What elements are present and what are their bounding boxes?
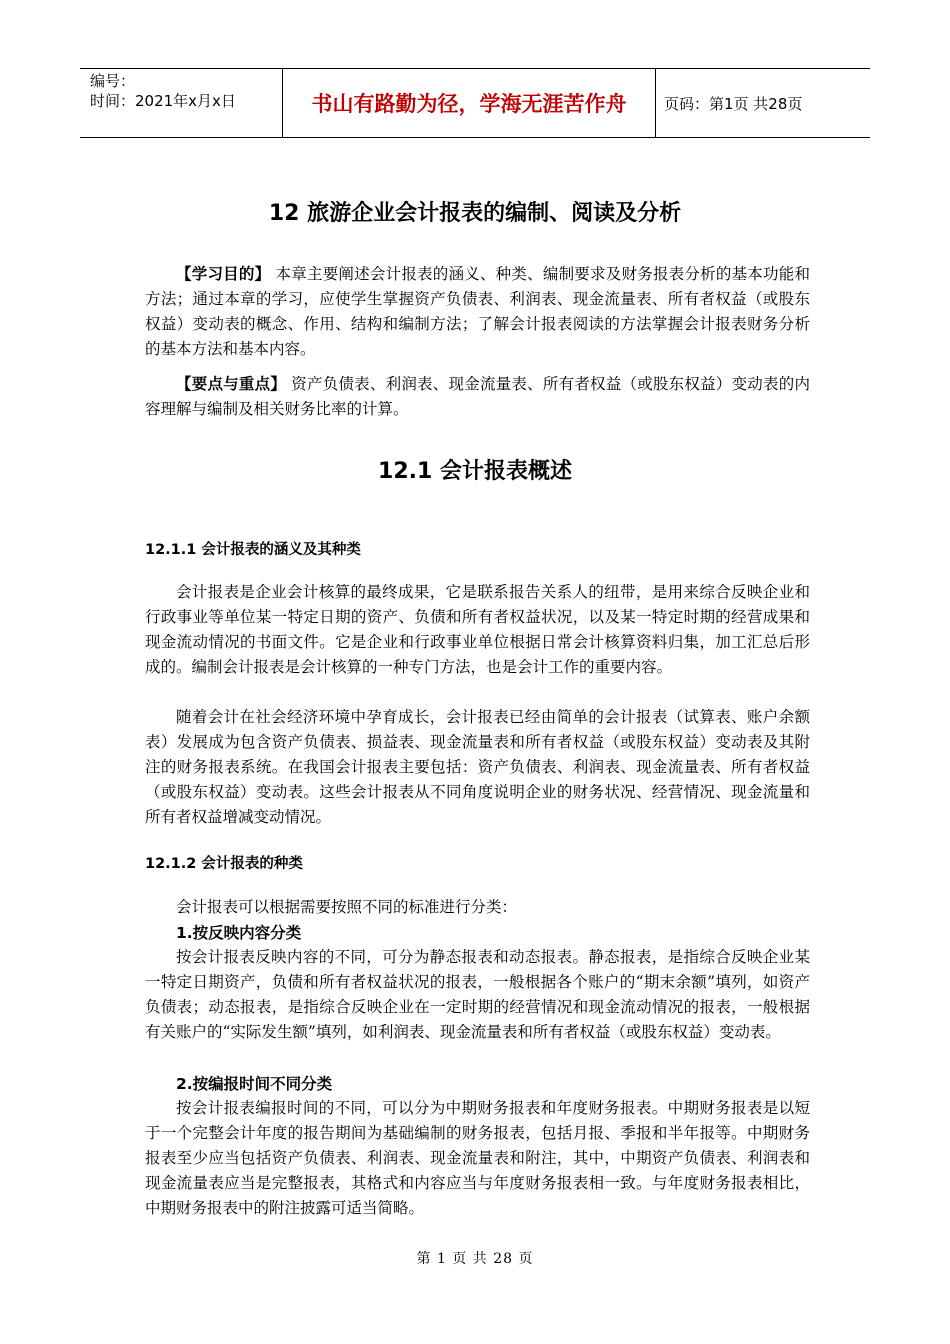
page-footer: 第 1 页 共 28 页 (416, 1251, 534, 1267)
s2-intro: 会计报表可以根据需要按照不同的标准进行分类： (176, 898, 518, 916)
s1-paragraph-2: 随着会计在社会经济环境中孕育成长，会计报表已经由简单的会计报表（试算表、账户余额表）发展成为包含资产负债表、损益表、现金流量表和所有者权益（或股东权益）变动表及其附注的财务报表系统。在我国会计报表主要包括：资产负债表、利润表、现金流量表、所有者权益（或股东权益）变动表。这些会计报表从不同角度说明企业的财务状况、经营情况、现金流量和所有者权益增减变动情况。 (145, 708, 810, 826)
objectives-paragraph (145, 262, 810, 362)
key-points-paragraph (145, 372, 810, 422)
s2-subheading-1: 1.按反映内容分类 (176, 924, 302, 942)
chapter-title: 12 旅游企业会计报表的编制、阅读及分析 (268, 201, 682, 226)
key-points-text: 资产负债表、利润表、现金流量表、所有者权益（或股东权益）变动表的内容理解与编制及相关财务比率的计算。 (145, 375, 810, 418)
document-date: 时间：2021年x月x日 (90, 92, 236, 110)
objectives-label: 【学习目的】 (176, 265, 271, 283)
document-number-label: 编号： (90, 72, 136, 90)
s2-paragraph-1: 按会计报表反映内容的不同，可分为静态报表和动态报表。静态报表，是指综合反映企业某一特定日期资产，负债和所有者权益状况的报表，一般根据各个账户的“期末余额”填列，如资产负债表；动态报表，是指综合反映企业在一定时期的经营情况和现金流动情况的报表，一般根据有关账户的“实际发生额”填列，如利润表、现金流量表和所有者权益（或股东权益）变动表。 (145, 948, 810, 1041)
header-motto: 书山有路勤为径，学海无涯苦作舟 (283, 69, 656, 137)
s2-paragraph-2: 按会计报表编报时间的不同，可以分为中期财务报表和年度财务报表。中期财务报表是以短于一个完整会计年度的报告期间为基础编制的财务报表，包括月报、季报和半年报等。中期财务报表至少应当包括资产负债表、利润表、现金流量表和附注，其中，中期资产负债表、利润表和现金流量表应当是完整报表，其格式和内容应当与年度财务报表相一致。与年度财务报表相比，中期财务报表中的附注披露可适当简略。 (145, 1099, 810, 1217)
objectives-text: 本章主要阐述会计报表的涵义、种类、编制要求及财务报表分析的基本功能和方法；通过本章的学习，应使学生掌握资产负债表、利润表、现金流量表、所有者权益（或股东权益）变动表的概念、作用、结构和编制方法；了解会计报表阅读的方法掌握会计报表财务分析的基本方法和基本内容。 (145, 265, 810, 358)
header-meta (80, 69, 283, 137)
header-page-info: 页码：第1页 共28页 (664, 94, 803, 113)
s2-subheading-2: 2.按编报时间不同分类 (176, 1075, 333, 1093)
section-title: 12.1 会计报表概述 (378, 459, 572, 484)
header-table (80, 68, 870, 138)
subsection-heading-2: 12.1.2 会计报表的种类 (145, 856, 303, 872)
subsection-heading-1: 12.1.1 会计报表的涵义及其种类 (145, 542, 361, 558)
s1-paragraph-1: 会计报表是企业会计核算的最终成果，它是联系报告关系人的纽带，是用来综合反映企业和行政事业等单位某一特定日期的资产、负债和所有者权益状况，以及某一特定时期的经营成果和现金流动情况的书面文件。它是企业和行政事业单位根据日常会计核算资料归集，加工汇总后形成的。编制会计报表是会计核算的一种专门方法，也是会计工作的重要内容。 (145, 583, 810, 676)
key-points-label: 【要点与重点】 (176, 375, 287, 393)
